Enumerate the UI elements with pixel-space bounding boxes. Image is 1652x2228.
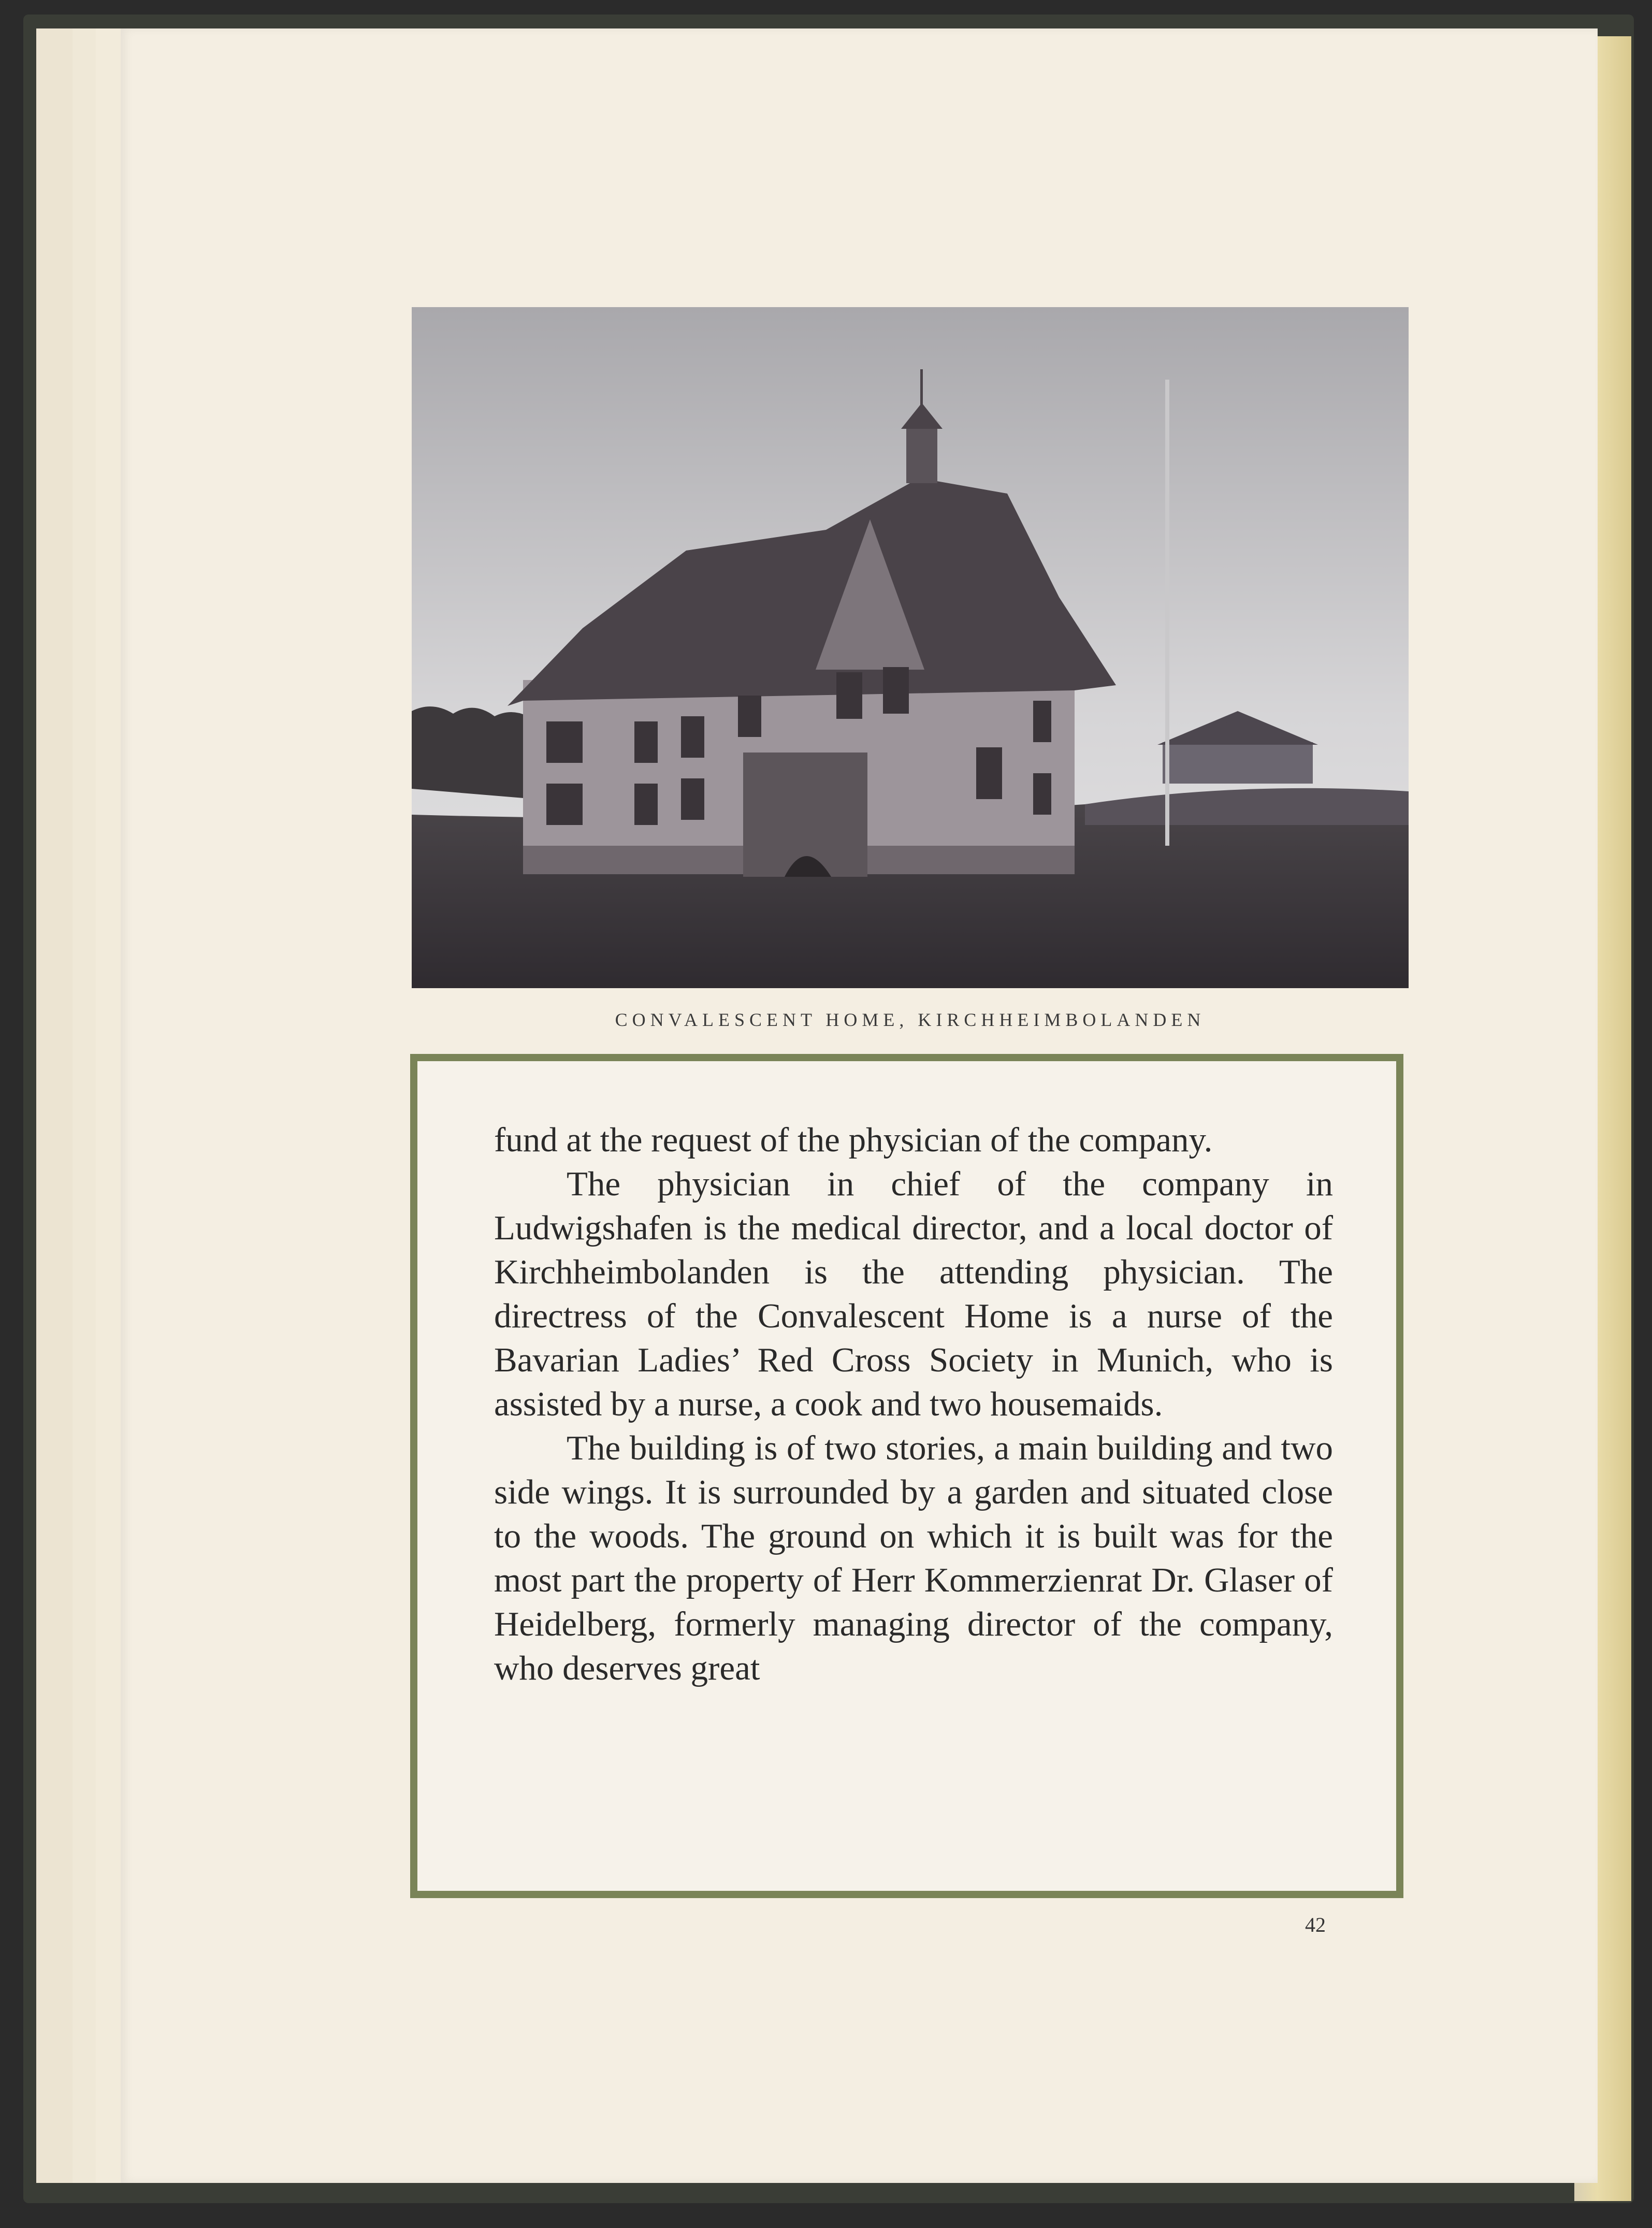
paragraph: fund at the request of the physician of the company.	[494, 1121, 1213, 1159]
framed-text-box	[410, 1054, 1403, 1898]
page-edge	[73, 28, 97, 2183]
building-photograph	[412, 307, 1409, 988]
photo-caption: CONVALESCENT HOME, KIRCHHEIMBOLANDEN	[615, 1009, 1206, 1030]
page-number: 42	[1305, 1913, 1326, 1936]
paragraph: The building is of two stories, a main building and two side wings. It is surrounded by a garden and situated close to the woods. The ground on which it is built was for the most part the property of Herr Kommerzienrat Dr. Glaser of Heidelberg, formerly managing director of the company, who deserves great	[494, 1429, 1333, 1687]
page-edge	[52, 28, 74, 2183]
page-edge	[36, 28, 53, 2183]
paragraph: The physician in chief of the company in Ludwigshafen is the medical director, and a local doctor of Kirchheimbolanden is the attending physician. The directress of the Convalescent Home is a nurse of the Bavarian Ladies’ Red Cross Society in Munich, who is assisted by a nurse, a cook and two housemaids.	[494, 1165, 1333, 1423]
text-body	[494, 1118, 1333, 1690]
page-edge	[96, 28, 122, 2183]
